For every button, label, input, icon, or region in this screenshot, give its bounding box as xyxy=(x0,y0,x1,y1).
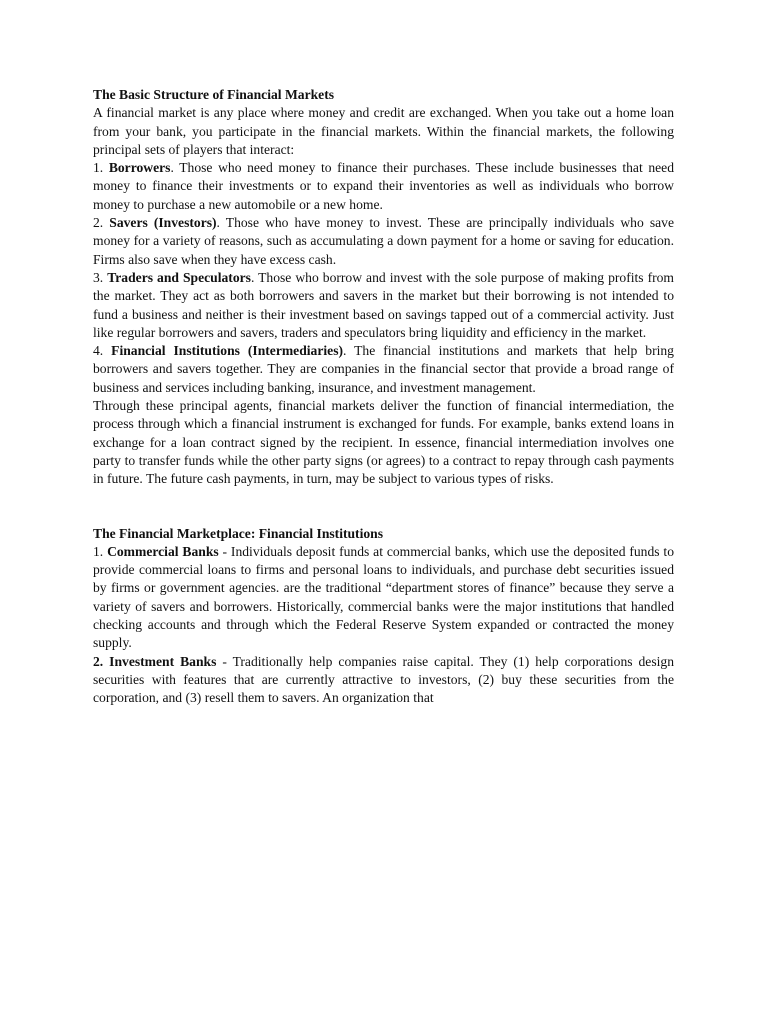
intro-paragraph: A financial market is any place where money and credit are exchanged. When you take out a home loan from your bank, you participate in the financial markets. Within the financial markets, the following principal sets of players that interact: xyxy=(93,105,674,157)
list-item-investment-banks: 2. Investment Banks - Traditionally help companies raise capital. They (1) help corporations design securities with features that are currently attractive to investors, (2) buy these securities from the corporation, and (3) resell them to savers. An organization that xyxy=(93,653,674,706)
list-item-commercial-banks: 1. Commercial Banks - Individuals deposit funds at commercial banks, which use the deposited funds to provide commercial loans to firms and personal loans to individuals, and purchase debt securities issued by firms or government agencies. are the traditional “department stores of finance” because they serve a variety of savers and borrowers. Historically, commercial banks were the major institutions that handled checking accounts and through which the Federal Reserve System expanded or contracted the money supply. xyxy=(93,543,674,651)
document-page xyxy=(93,86,674,708)
section-heading-financial-marketplace: The Financial Marketplace: Financial Institutions xyxy=(93,525,384,541)
term-borrowers: Borrowers xyxy=(108,160,171,176)
closing-paragraph: Through these principal agents, financial markets deliver the function of financial intermediation, the process through which a financial instrument is exchanged for funds. For example, banks extend loans in exchange for a loan contract signed by the recipient. In essence, financial intermediation involves one party to transfer funds while the other party signs (or agrees) to a contract to repay through cash payments in future. The future cash payments, in turn, may be subject to various types of risks. xyxy=(93,398,674,487)
term-commercial-banks: Commercial Banks xyxy=(107,543,219,559)
list-item-savers: 2. Savers (Investors). Those who have money to invest. These are principally individuals who save money for a variety of reasons, such as accumulating a down payment for a home or saving for education. Firms also save when they have excess cash. xyxy=(93,215,675,267)
list-item-traders: 3. Traders and Speculators. Those who borrow and invest with the sole purpose of making profits from the market. They act as both borrowers and savers in the market but their borrowing is not intended to fund a business and neither is their investment based on savings tapped out of a commercial activity. Just like regular borrowers and savers, traders and speculators bring liquidity and efficiency in the market. xyxy=(93,269,674,340)
list-item-financial-institutions: 4. Financial Institutions (Intermediaries). The financial institutions and markets that help bring borrowers and savers together. They are companies in the financial sector that provide a broad range of business and services including banking, insurance, and investment management. xyxy=(93,343,674,395)
term-financial-institutions: Financial Institutions (Intermediaries) xyxy=(111,343,344,359)
term-investment-banks: Investment Banks xyxy=(109,653,217,669)
term-traders: Traders and Speculators xyxy=(107,269,251,285)
term-savers: Savers (Investors) xyxy=(109,215,217,231)
section-heading-basic-structure: The Basic Structure of Financial Markets xyxy=(93,87,335,102)
list-item-borrowers: 1. Borrowers. Those who need money to finance their purchases. These include businesses that need money to finance their investments or to expand their inventories as well as individuals who borrow money to purchase a new automobile or a new home. xyxy=(93,160,675,212)
